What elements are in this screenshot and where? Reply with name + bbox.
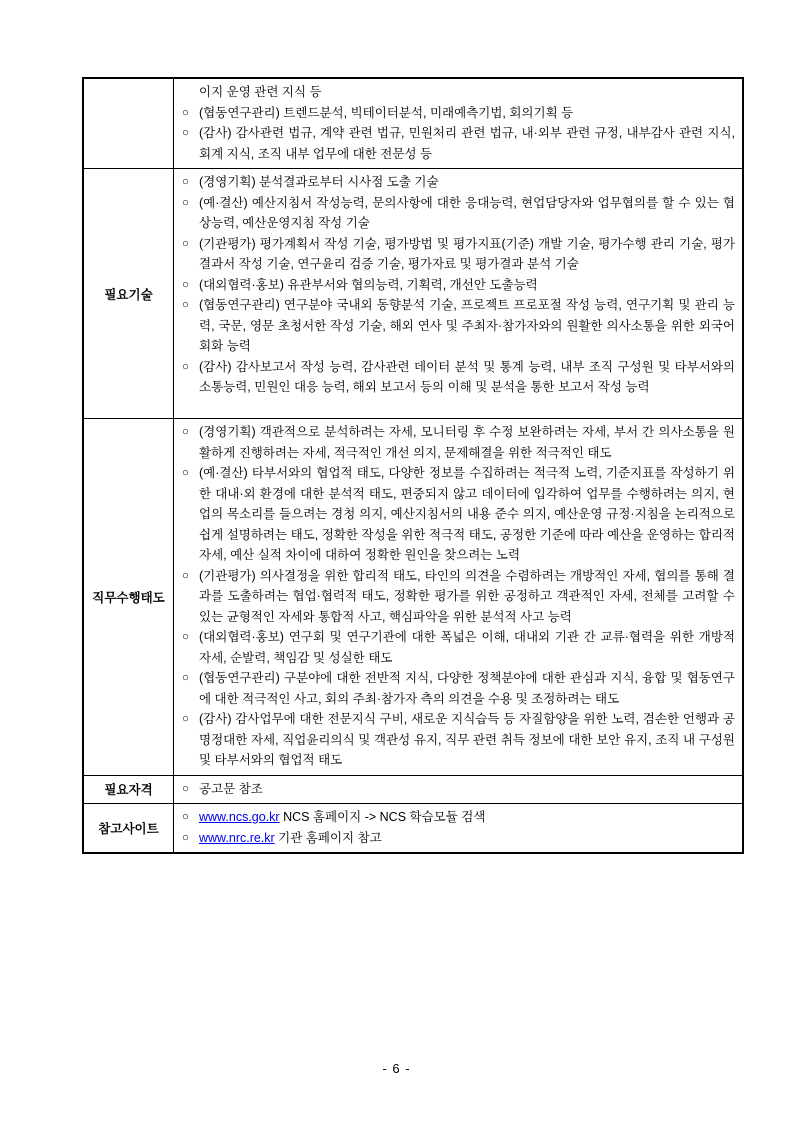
list-item: [180, 828, 735, 849]
list-item: [180, 234, 735, 275]
bullet-icon: ○: [182, 426, 189, 438]
table-row-knowledge-continued: [84, 79, 742, 168]
bullet-icon: ○: [182, 467, 189, 479]
table-row-required-skills: [84, 168, 742, 418]
bullet-icon: ○: [182, 127, 189, 139]
list-item: [180, 779, 735, 800]
link-description: 기관 홈페이지 참고: [274, 830, 382, 845]
list-item: [180, 463, 735, 566]
item-text: (협동연구관리) 구분야에 대한 전반적 지식, 다양한 정책분야에 대한 관심과 지식, 융합 및 협동연구에 대한 적극적인 사고, 회의 주최·참가자 측의 의견을 수용 및 조정하려는 태도: [199, 671, 735, 706]
item-text: (감사) 감사업무에 대한 전문지식 구비, 새로운 지식습득 등 자질함양을 위한 노력, 겸손한 언행과 공명정대한 자세, 직업윤리의식 및 객관성 유지, 직무 관련 취득 정보에 대한 보안 유지, 조직 내 구성원 및 타부서와의 협업적 태도: [199, 712, 735, 767]
bullet-icon: ○: [182, 811, 189, 823]
list-item: [180, 422, 735, 463]
row-content: [174, 419, 742, 775]
item-text: 공고문 참조: [199, 781, 263, 796]
table-row-job-attitude: [84, 418, 742, 775]
list-item: [180, 627, 735, 668]
bullet-icon: ○: [182, 782, 189, 795]
bullet-icon: ○: [182, 176, 189, 188]
item-text: (감사) 감사보고서 작성 능력, 감사관련 데이터 분석 및 통계 능력, 내부 조직 구성원 및 타부서와의 소통능력, 민원인 대응 능력, 해외 보고서 등의 이해 및 분석을 통한 보고서 작성 능력: [199, 359, 735, 394]
item-text: [199, 810, 485, 824]
bullet-icon: ○: [182, 713, 189, 725]
item-text: (대외협력·홍보) 연구회 및 연구기관에 대한 폭넓은 이해, 대내외 기관 간 교류·협력을 위한 개방적 자세, 순발력, 책임감 및 성실한 태도: [199, 630, 735, 665]
nrc-homepage-link[interactable]: www.nrc.re.kr: [199, 830, 275, 845]
row-content: [174, 169, 742, 418]
bullet-icon: ○: [182, 631, 189, 643]
bullet-icon: ○: [182, 569, 189, 582]
job-description-table: [82, 77, 744, 854]
list-item: [180, 172, 735, 193]
item-text: (경영기획) 분석결과로부터 시사점 도출 기술: [199, 175, 439, 189]
list-item: [180, 357, 735, 398]
page-number: - 6 -: [382, 1061, 411, 1076]
list-item: [180, 295, 735, 357]
list-item: [180, 668, 735, 709]
item-text: 이지 운영 관련 지식 등: [199, 85, 322, 99]
bullet-icon: ○: [182, 299, 189, 311]
row-label: 참고사이트: [84, 804, 174, 852]
row-label: [84, 79, 174, 168]
list-item: [180, 123, 735, 164]
item-text: (예·결산) 예산지침서 작성능력, 문의사항에 대한 응대능력, 현업담당자와 업무협의를 할 수 있는 협상능력, 예산운영지침 작성 기술: [199, 195, 735, 230]
list-item: [180, 82, 735, 103]
list-item: [180, 566, 735, 628]
item-text: (대외협력·홍보) 유관부서와 협의능력, 기획력, 개선안 도출능력: [199, 277, 538, 292]
item-text: (예·결산) 타부서와의 협업적 태도, 다양한 정보를 수집하려는 적극적 노력, 기준지표를 작성하기 위한 대내·외 환경에 대한 분석적 태도, 편중되지 않고 데이터에 입각하여 업무를 수행하려는 의지, 현업의 목소리를 들으려는 경청 의지, 예산지침서의 내용 준수 의지, 예산운영 규정·지침을 논리적으로 쉽게 설명하려는 태도, 정확한 작성을 위한 적극적 태도, 공정한 기준에 따라 예산을 운영하는 합리적 자세, 예산 실적 차이에 대하여 정확한 원인을 찾으려는 노력: [199, 466, 735, 562]
row-label: 필요자격: [84, 776, 174, 804]
ncs-homepage-link[interactable]: www.ncs.go.kr: [199, 810, 280, 824]
item-text: (감사) 감사관련 법규, 계약 관련 법규, 민원처리 관련 법규, 내·외부 관련 규정, 내부감사 관련 지식, 회계 지식, 조직 내부 업무에 대한 전문성 등: [199, 126, 735, 161]
row-label: 직무수행태도: [84, 419, 174, 775]
list-item: [180, 709, 735, 771]
item-text: (협동연구관리) 트렌드분석, 빅테이터분석, 미래예측기법, 회의기획 등: [199, 105, 574, 120]
bullet-icon: ○: [182, 196, 189, 209]
row-content: [174, 776, 742, 804]
item-text: (협동연구관리) 연구분야 국내외 동향분석 기술, 프로젝트 프로포절 작성 능력, 연구기획 및 관리 능력, 국문, 영문 초청서한 작성 기술, 해외 연사 및 주최자·참가자와의 원활한 의사소통을 위한 외국어 회화 능력: [199, 298, 735, 353]
table-row-reference-sites: [84, 803, 742, 852]
item-text: [199, 831, 382, 845]
bullet-icon: ○: [182, 672, 189, 684]
item-text: (기관평가) 평가계획서 작성 기술, 평가방법 및 평가지표(기준) 개발 기술, 평가수행 관리 기술, 평가결과서 작성 기술, 연구윤리 검증 기술, 평가자료 및 평가결과 분석 기술: [199, 236, 735, 271]
bullet-icon: ○: [182, 831, 189, 844]
row-label: 필요기술: [84, 169, 174, 418]
bullet-icon: ○: [182, 278, 189, 291]
table-row-required-qualification: [84, 775, 742, 804]
row-content: [174, 79, 742, 168]
list-item: [180, 103, 735, 124]
item-text: (기관평가) 의사결정을 위한 합리적 태도, 타인의 의견을 수렴하려는 개방적인 자세, 협의를 통해 결과를 도출하려는 협업·협력적 태도, 정확한 평가를 위한 공정하고 객관적인 자세, 전체를 고려할 수 있는 균형적인 자세와 통합적 사고, 핵심파악을 위한 분석적 사고 능력: [199, 568, 735, 624]
item-text: (경영기획) 객관적으로 분석하려는 자세, 모니터링 후 수정 보완하려는 자세, 부서 간 의사소통을 원활하게 진행하려는 자세, 적극적인 개선 의지, 문제해결을 위한 적극적인 태도: [199, 425, 735, 460]
bullet-icon: ○: [182, 237, 189, 250]
bullet-icon: ○: [182, 106, 189, 119]
list-item: [180, 807, 735, 828]
row-content: [174, 804, 742, 852]
list-item: [180, 275, 735, 296]
link-description: NCS 홈페이지 -> NCS 학습모듈 검색: [279, 810, 486, 824]
bullet-icon: ○: [182, 360, 189, 373]
list-item: [180, 193, 735, 234]
